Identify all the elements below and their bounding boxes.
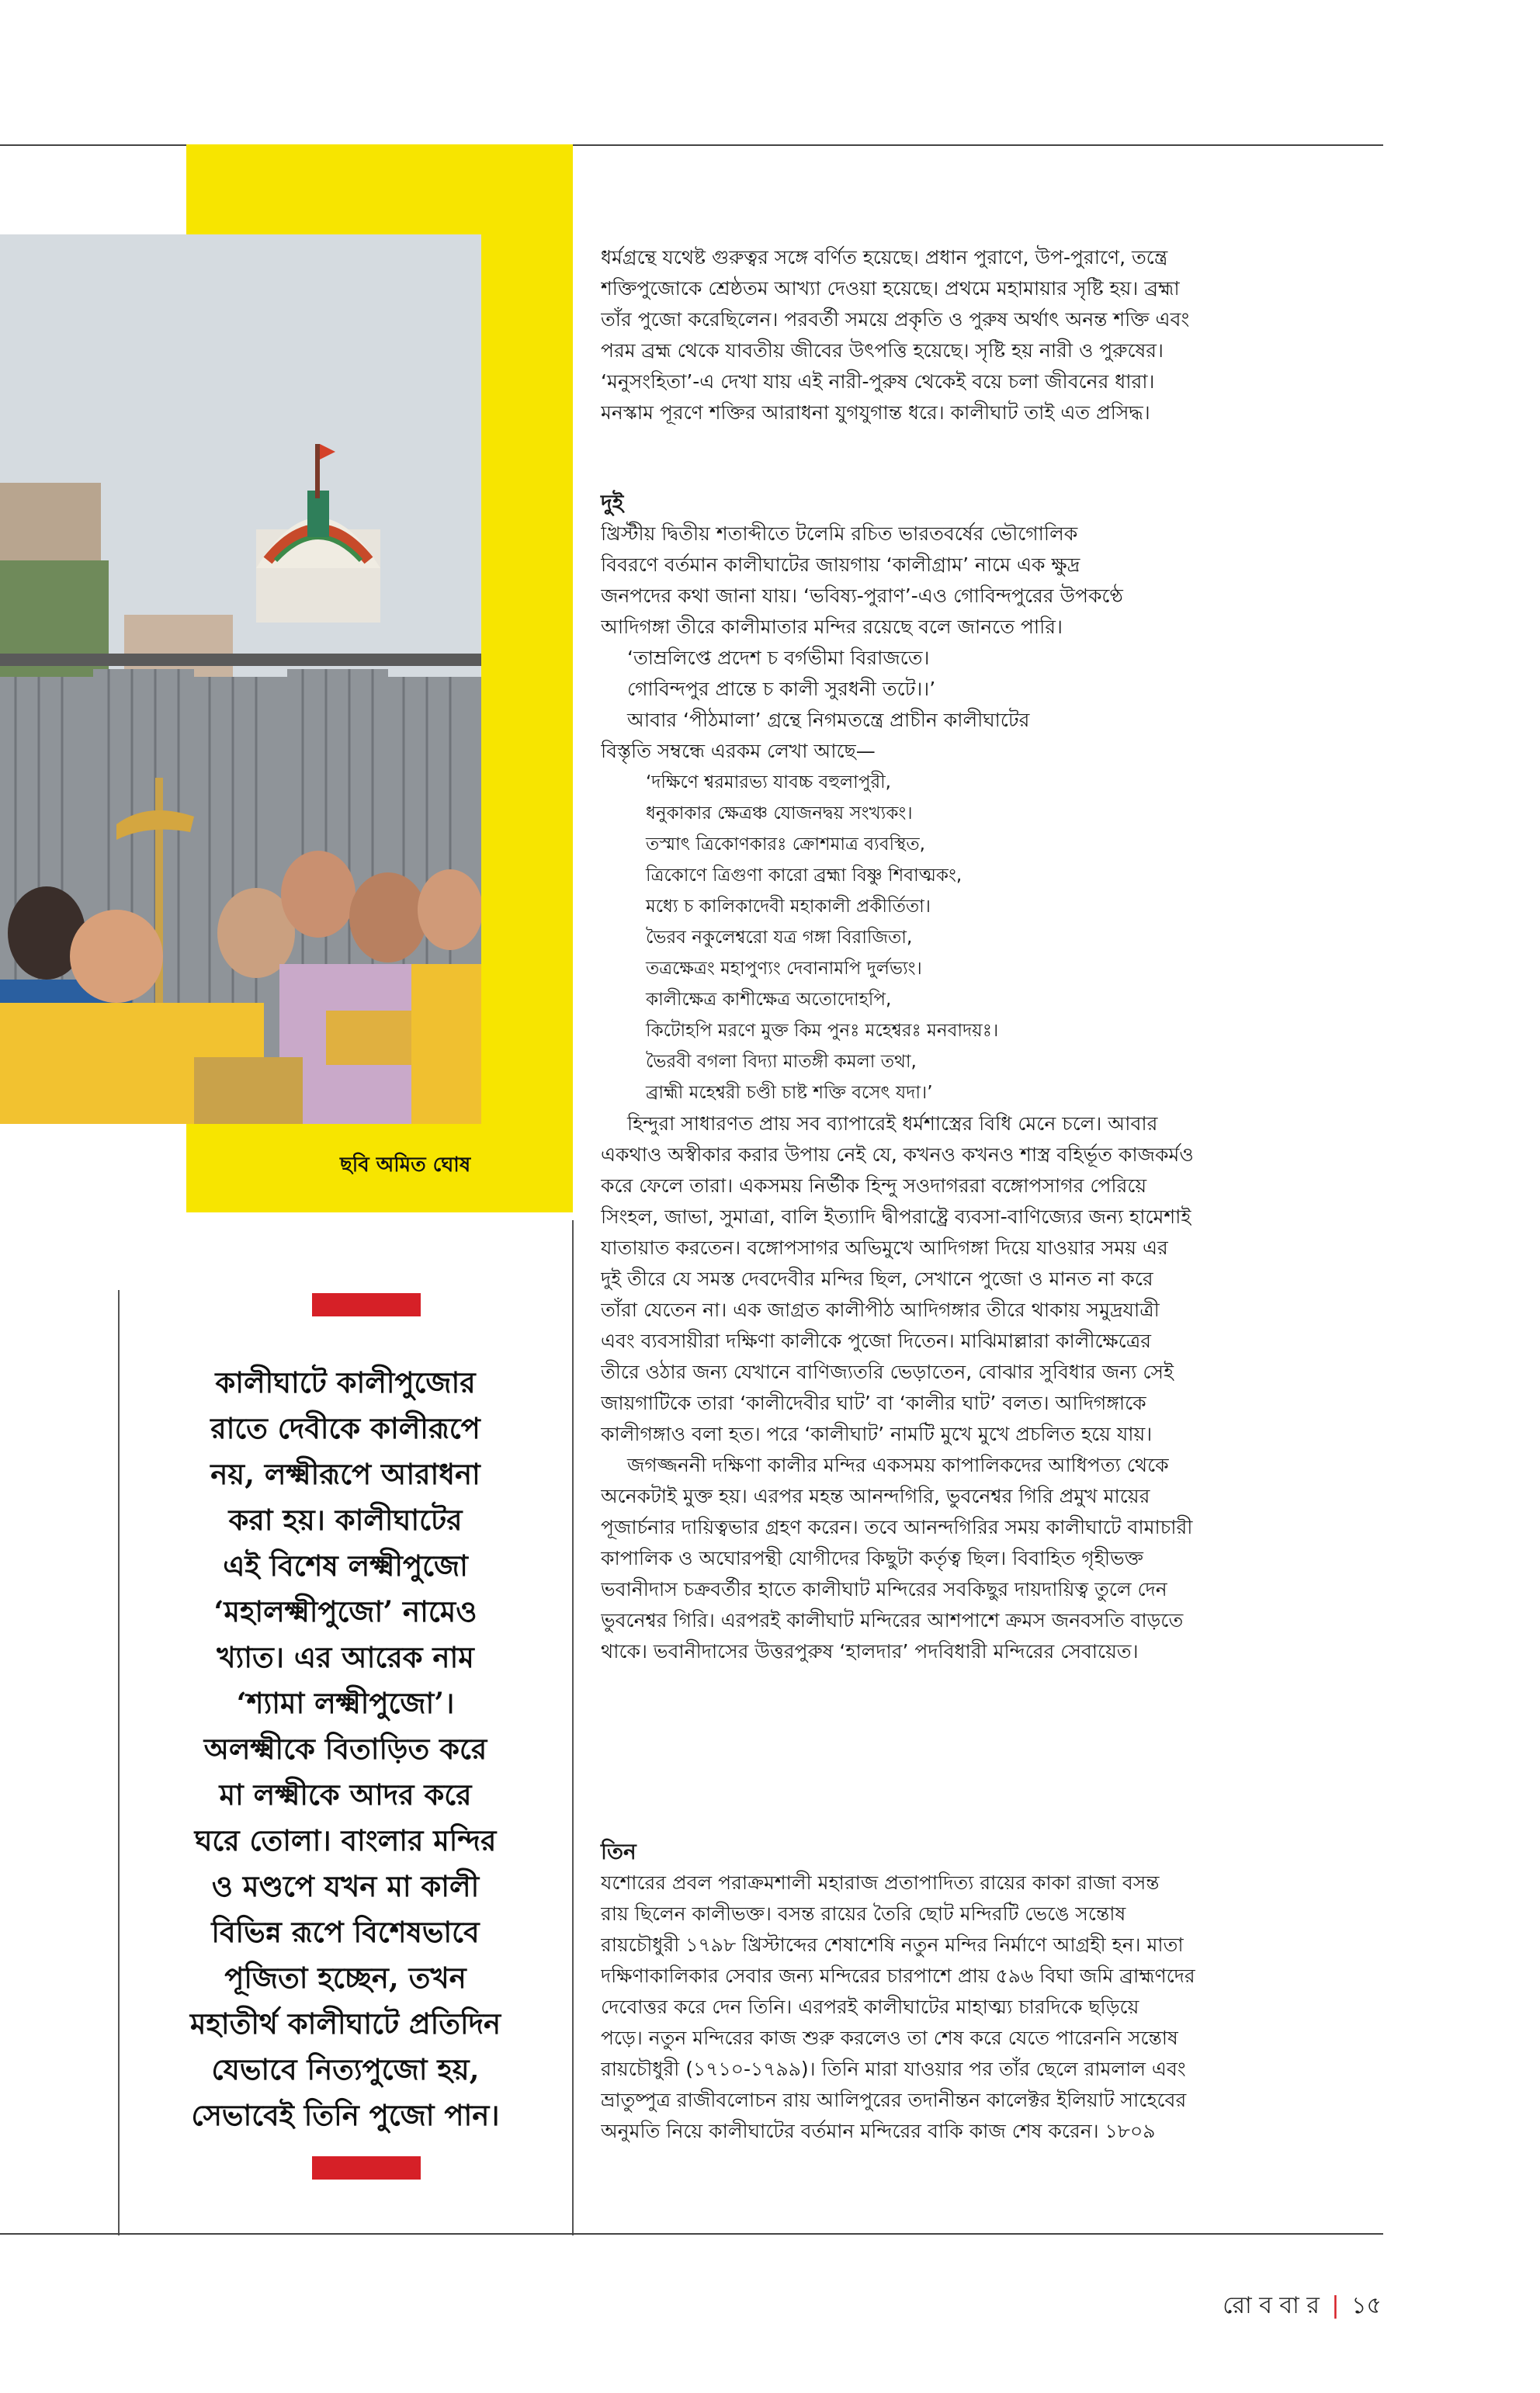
couplet-line: গোবিন্দপুর প্রান্তে চ কালী সুরধনী তটে।।’ <box>627 678 936 700</box>
text-line: করে ফেলে তারা। একসময় নির্ভীক হিন্দু সওদাগররা বঙ্গোপসাগর পেরিয়ে <box>601 1174 1147 1197</box>
pull-quote-line: কালীঘাটে কালীপুজোর <box>215 1365 476 1399</box>
text-line: যশোরের প্রবল পরাক্রমশালী মহারাজ প্রতাপাদিত্য রায়ের কাকা রাজা বসন্ত <box>601 1871 1160 1894</box>
text-line: হিন্দুরা সাধারণত প্রায় সব ব্যাপারেই ধর্মশাস্ত্রের বিধি মেনে চলে। আবার <box>627 1112 1158 1135</box>
pull-quote-line: সেভাবেই তিনি পুজো পান। <box>191 2098 500 2132</box>
text-line: শক্তিপুজোকে শ্রেষ্ঠতম আখ্যা দেওয়া হয়েছে। প্রথমে মহামায়ার সৃষ্টি হয়। ব্রহ্মা <box>601 277 1180 300</box>
pull-quote-line: ও মণ্ডপে যখন মা কালী <box>211 1869 480 1903</box>
text-line: ভ্রাতুষ্পুত্র রাজীবলোচন রায় আলিপুরের তদানীন্তন কালেক্টর ইলিয়াট সাহেবের <box>601 2089 1187 2111</box>
pull-quote-line: যেভাবে নিত্যপুজো হয়, <box>211 2052 480 2086</box>
pull-quote-line: নয়, লক্ষ্মীরূপে আরাধনা <box>210 1457 480 1491</box>
article-intro <box>601 242 1369 428</box>
text-line: পূজার্চনার দায়িত্বভার গ্রহণ করেন। তবে আনন্দগিরির সময় কালীঘাটে বামাচারী <box>601 1516 1193 1538</box>
temple-photo <box>0 234 481 1124</box>
text-line: আদিগঙ্গা তীরে কালীমাতার মন্দির রয়েছে বলে জানতে পারি। <box>601 616 1063 638</box>
text-line: মনস্কাম পূরণে শক্তির আরাধনা যুগযুগান্ত ধরে। কালীঘাট তাই এত প্রসিদ্ধ। <box>601 401 1150 424</box>
pull-quote <box>132 1360 559 2147</box>
verse-line: ভৈরবী বগলা বিদ্যা মাতঙ্গী কমলা তথা, <box>646 1052 917 1072</box>
text-line: অনেকটাই মুক্ত হয়। এরপর মহন্ত আনন্দগিরি, ভুবনেশ্বর গিরি প্রমুখ মায়ের <box>601 1485 1150 1507</box>
pull-quote-line: করা হয়। কালীঘাটের <box>228 1503 463 1537</box>
pull-quote-line: এই বিশেষ লক্ষ্মীপুজো <box>223 1549 468 1583</box>
text-line: রায়চৌধুরী (১৭১০-১৭৯৯)। তিনি মারা যাওয়ার পর তাঁর ছেলে রামলাল এবং <box>601 2058 1186 2080</box>
text-line: পরম ব্রহ্ম থেকে যাবতীয় জীবের উৎপত্তি হয়েছে। সৃষ্টি হয় নারী ও পুরুষের। <box>601 339 1164 362</box>
text-line: তাঁর পুজো করেছিলেন। পরবর্তী সময়ে প্রকৃতি ও পুরুষ অর্থাৎ অনন্ত শক্তি এবং <box>601 308 1190 331</box>
couplet-line: ‘তাম্রলিপ্তে প্রদেশ চ বর্গভীমা বিরাজতে। <box>627 647 930 669</box>
text-line: তাঁরা যেতেন না। এক জাগ্রত কালীপীঠ আদিগঙ্গার তীরে থাকায় সমুদ্রযাত্রী <box>601 1299 1160 1321</box>
text-line: তীরে ওঠার জন্য যেখানে বাণিজ্যতরি ভেড়াতেন, বোঝার সুবিধার জন্য সেই <box>601 1361 1174 1383</box>
column-divider-middle <box>572 1220 574 2235</box>
text-line: দুই তীরে যে সমস্ত দেবদেবীর মন্দির ছিল, সেখানে পুজো ও মানত না করে <box>601 1268 1153 1290</box>
text-line: অনুমতি নিয়ে কালীঘাটের বর্তমান মন্দিরের বাকি কাজ শেষ করেন। ১৮০৯ <box>601 2120 1156 2142</box>
temple-photo-illustration <box>0 234 481 1124</box>
text-line: বিবরণে বর্তমান কালীঘাটের জায়গায় ‘কালীগ্রাম’ নামে এক ক্ষুদ্র <box>601 553 1080 576</box>
page-footer <box>1211 2287 1382 2318</box>
verse-line: তস্মাৎ ত্রিকোণকারঃ ক্রোশমাত্র ব্যবস্থিত, <box>646 834 925 855</box>
text-line: জনপদের কথা জানা যায়। ‘ভবিষ্য-পুরাণ’-এও গোবিন্দপুরের উপকণ্ঠে <box>601 584 1123 607</box>
pull-quote-line: ‘মহালক্ষ্মীপুজো’ নামেও <box>213 1594 477 1628</box>
text-line: সিংহল, জাভা, সুমাত্রা, বালি ইত্যাদি দ্বীপরাষ্ট্রে ব্যবসা-বাণিজ্যের জন্য হামেশাই <box>601 1205 1191 1228</box>
pull-quote-line: অলক্ষ্মীকে বিতাড়িত করে <box>203 1732 487 1766</box>
verse-line: কালীক্ষেত্র কাশীক্ষেত্র অতোদোহপি, <box>646 990 892 1010</box>
pull-quote-line: ঘরে তোলা। বাংলার মন্দির <box>194 1823 497 1857</box>
magazine-name: রো ব বা র <box>1223 2292 1320 2319</box>
column-divider-left <box>118 1290 120 2235</box>
text-line: কাপালিক ও অঘোরপন্থী যোগীদের কিছুটা কর্তৃত্ব ছিল। বিবাহিত গৃহীভক্ত <box>601 1547 1143 1569</box>
pull-quote-line: বিভিন্ন রূপে বিশেষভাবে <box>211 1915 480 1949</box>
text-line: থাকে। ভবানীদাসের উত্তরপুরুষ ‘হালদার’ পদবিধারী মন্দিরের সেবায়েত। <box>601 1640 1139 1663</box>
text-line: খ্রিস্টীয় দ্বিতীয় শতাব্দীতে টলেমি রচিত ভারতবর্ষের ভৌগোলিক <box>601 522 1078 545</box>
pull-quote-line: মা লক্ষ্মীকে আদর করে <box>219 1777 472 1812</box>
bottom-rule <box>0 2233 1383 2235</box>
pull-quote-bottom-bar <box>312 2156 421 2180</box>
text-line: এবং ব্যবসায়ীরা দক্ষিণা কালীকে পুজো দিতেন। মাঝিমাল্লারা কালীক্ষেত্রের <box>601 1330 1151 1352</box>
text-line: দেবোত্তর করে দেন তিনি। এরপরই কালীঘাটের মাহাত্ম্য চারদিকে ছড়িয়ে <box>601 1996 1139 2018</box>
verse-line: ব্রাহ্মী মহেশ্বরী চণ্ডী চাষ্ট শক্তি বসেৎ যদা।’ <box>646 1083 933 1103</box>
text-line: ‘মনুসংহিতা’-এ দেখা যায় এই নারী-পুরুষ থেকেই বয়ে চলা জীবনের ধারা। <box>601 370 1155 393</box>
text-line: রায় ছিলেন কালীভক্ত। বসন্ত রায়ের তৈরি ছোট মন্দিরটি ভেঙে সন্তোষ <box>601 1902 1126 1925</box>
verse-line: ‘দক্ষিণে শ্বরমারভ্য যাবচ্চ বহুলাপুরী, <box>646 772 891 792</box>
verse-line: ভৈরব নকুলেশ্বরো যত্র গঙ্গা বিরাজিতা, <box>646 928 913 948</box>
pull-quote-line: পূজিতা হচ্ছেন, তখন <box>224 1961 467 1995</box>
text-line: জায়গাটিকে তারা ‘কালীদেবীর ঘাট’ বা ‘কালীর ঘাট’ বলত। আদিগঙ্গাকে <box>601 1392 1146 1414</box>
sanskrit-verse <box>601 767 1369 1108</box>
verse-line: তত্রক্ষেত্রং মহাপুণ্যং দেবানামপি দুর্লভ্যং। <box>646 959 922 979</box>
pull-quote-line: ‘শ্যামা লক্ষ্মীপুজো’। <box>236 1686 455 1720</box>
text-line: জগজ্জননী দক্ষিণা কালীর মন্দির একসময় কাপালিকদের আধিপত্য থেকে <box>627 1454 1169 1476</box>
verse-line: কিটোহপি মরণে মুক্ত কিম পুনঃ মহেশ্বরঃ মনবাদয়ঃ। <box>646 1021 999 1041</box>
photo-credit: ছবি অমিত ঘোষ <box>340 1153 471 1177</box>
section-heading: তিন <box>601 1839 636 1864</box>
section-heading: দুই <box>601 490 624 515</box>
text-line: ভুবনেশ্বর গিরি। এরপরই কালীঘাট মন্দিরের আশপাশে ক্রমস জনবসতি বাড়তে <box>601 1609 1184 1632</box>
pull-quote-top-bar <box>312 1293 421 1316</box>
text-line: দক্ষিণাকালিকার সেবার জন্য মন্দিরের চারপাশে প্রায় ৫৯৬ বিঘা জমি ব্রাহ্মণদের <box>601 1965 1195 1987</box>
article-section-three <box>601 1836 1369 2147</box>
verse-line: মধ্যে চ কালিকাদেবী মহাকালী প্রকীর্তিতা। <box>646 897 931 917</box>
pull-quote-line: রাতে দেবীকে কালীরূপে <box>210 1411 480 1445</box>
footer-separator: | <box>1331 2292 1340 2319</box>
verse-line: ত্রিকোণে ত্রিগুণা কারো ব্রহ্মা বিষ্ণু শিবাত্মকং, <box>646 865 962 886</box>
page-number: ১৫ <box>1351 2292 1382 2319</box>
article-section-two <box>601 487 1369 1667</box>
text-line: যাতায়াত করতেন। বঙ্গোপসাগর অভিমুখে আদিগঙ্গা দিয়ে যাওয়ার সময় এর <box>601 1236 1168 1259</box>
text-line: বিস্তৃতি সম্বন্ধে এরকম লেখা আছে— <box>601 740 876 762</box>
text-line: রায়চৌধুরী ১৭৯৮ খ্রিস্টাব্দের শেষাশেষি নতুন মন্দির নির্মাণে আগ্রহী হন। মাতা <box>601 1933 1184 1956</box>
text-line: কালীগঙ্গাও বলা হত। পরে ‘কালীঘাট’ নামটি মুখে মুখে প্রচলিত হয়ে যায়। <box>601 1423 1153 1445</box>
text-line: ভবানীদাস চক্রবর্তীর হাতে কালীঘাট মন্দিরের সবকিছুর দায়দায়িত্ব তুলে দেন <box>601 1578 1167 1601</box>
pull-quote-line: খ্যাত। এর আরেক নাম <box>217 1640 474 1674</box>
pull-quote-line: মহাতীর্থ কালীঘাটে প্রতিদিন <box>189 2006 501 2041</box>
text-line: আবার ‘পীঠমালা’ গ্রন্থে নিগমতন্ত্রে প্রাচীন কালীঘাটের <box>627 709 1030 731</box>
text-line: ধর্মগ্রন্থে যথেষ্ট গুরুত্বর সঙ্গে বর্ণিত হয়েছে। প্রধান পুরাণে, উপ-পুরাণে, তন্ত্রে <box>601 246 1168 269</box>
text-line: একথাও অস্বীকার করার উপায় নেই যে, কখনও কখনও শাস্ত্র বহির্ভূত কাজকর্মও <box>601 1143 1194 1166</box>
text-line: পড়ে। নতুন মন্দিরের কাজ শুরু করলেও তা শেষ করে যেতে পারেননি সন্তোষ <box>601 2027 1178 2049</box>
verse-line: ধনুকাকার ক্ষেত্রঞ্চ যোজনদ্বয় সংখ্যকং। <box>646 803 913 824</box>
